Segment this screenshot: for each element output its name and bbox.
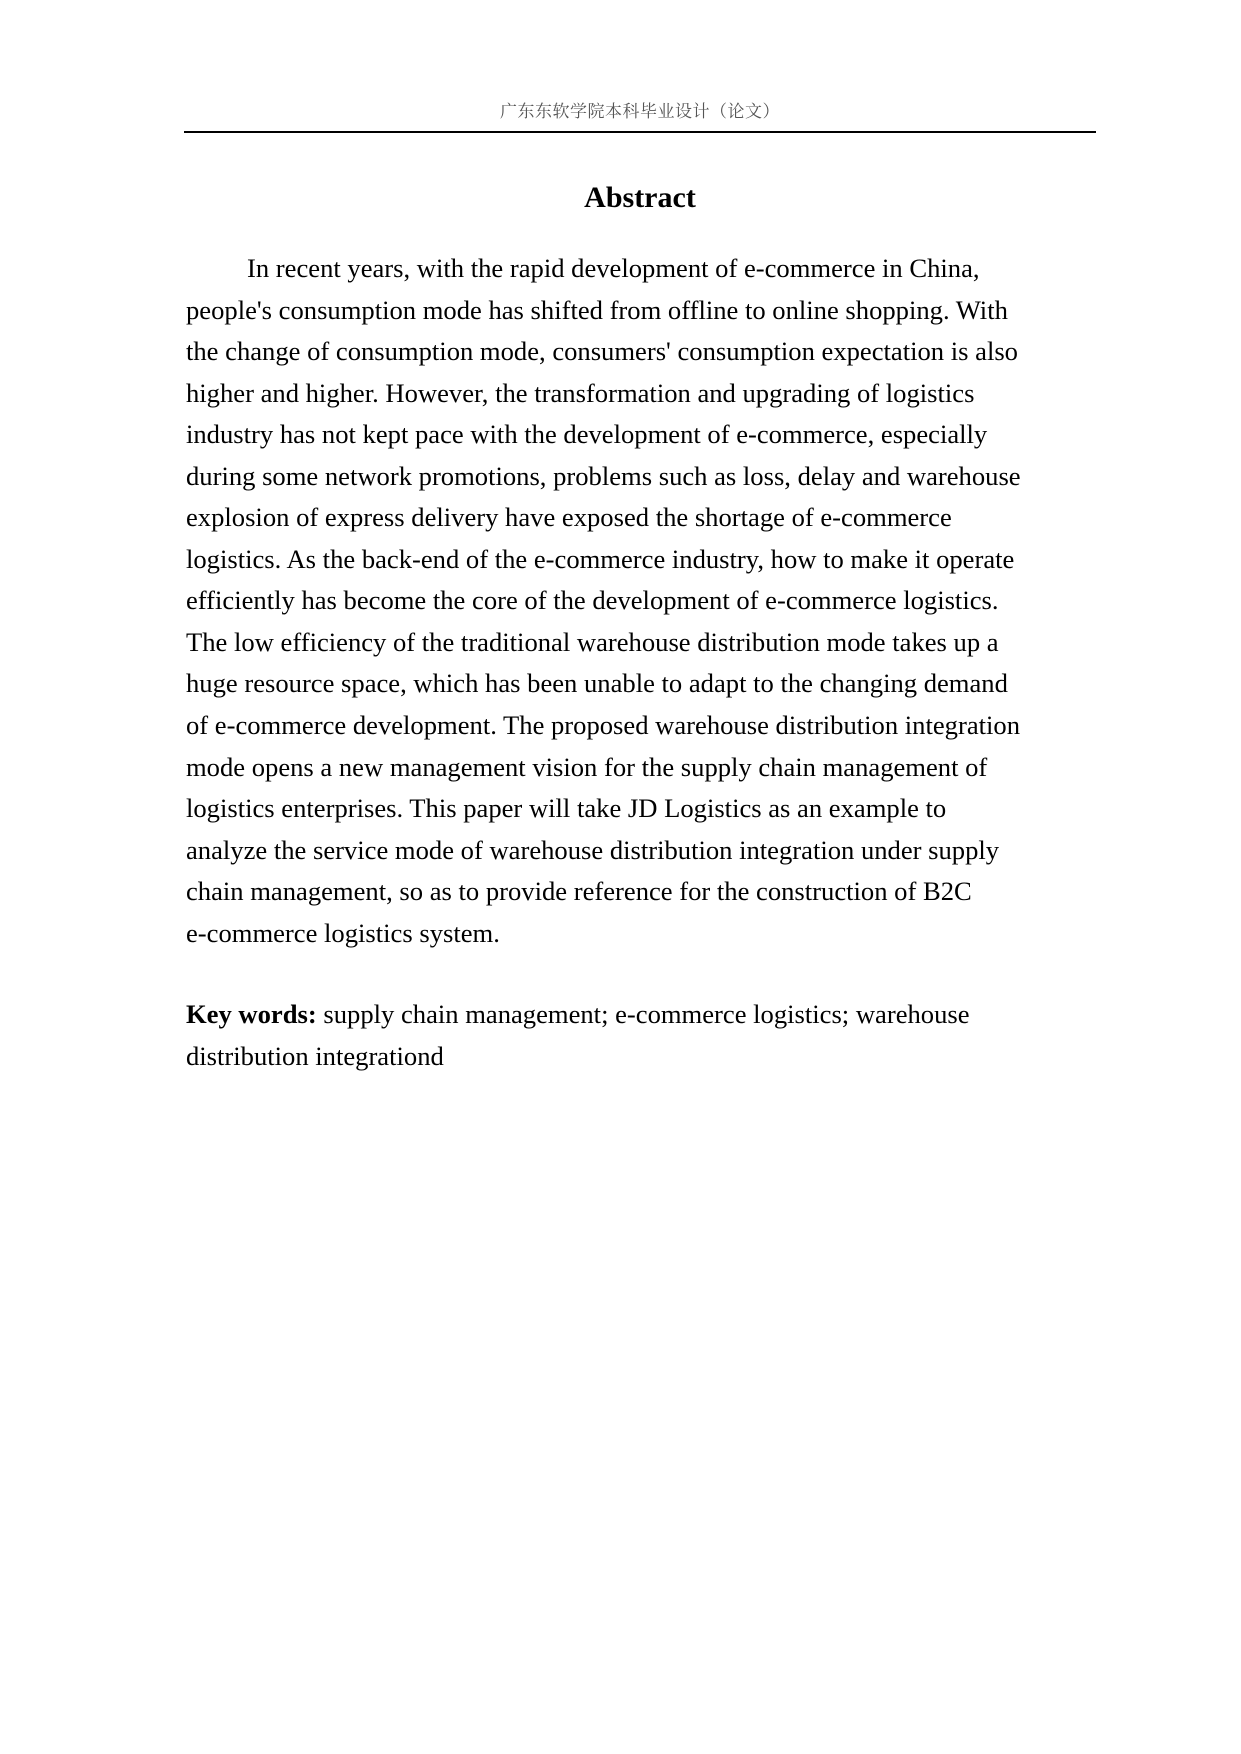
- abstract-line: during some network promotions, problems such as loss, delay and warehouse: [186, 460, 1021, 491]
- abstract-line: efficiently has become the core of the development of e-commerce logistics.: [186, 585, 999, 616]
- keywords-line: [186, 994, 1106, 1036]
- abstract-line: analyze the service mode of warehouse distribution integration under supply: [186, 834, 1000, 865]
- abstract-line: e-commerce logistics system.: [186, 917, 500, 948]
- keywords-line-2: distribution integrationd: [186, 1040, 444, 1071]
- abstract-line: people's consumption mode has shifted from offline to online shopping. With: [186, 294, 1008, 325]
- abstract-line: of e-commerce development. The proposed warehouse distribution integration: [186, 710, 1021, 741]
- abstract-line: In recent years, with the rapid development of e-commerce in China,: [247, 253, 980, 283]
- abstract-line: mode opens a new management vision for the supply chain management of: [186, 751, 988, 782]
- keywords-text: supply chain management; e-commerce logistics; warehouse: [316, 999, 970, 1029]
- keywords-section: [186, 994, 1106, 1077]
- abstract-line: logistics enterprises. This paper will take JD Logistics as an example to: [186, 793, 947, 824]
- abstract-line: The low efficiency of the traditional warehouse distribution mode takes up a: [186, 626, 999, 657]
- abstract-line: huge resource space, which has been unable to adapt to the changing demand: [186, 668, 1008, 699]
- abstract-line: chain management, so as to provide reference for the construction of B2C: [186, 876, 972, 907]
- keywords-label: Key words:: [186, 999, 317, 1029]
- abstract-line: logistics. As the back-end of the e-commerce industry, how to make it operate: [186, 543, 1015, 574]
- abstract-line: industry has not kept pace with the development of e-commerce, especially: [186, 419, 988, 450]
- abstract-title: Abstract: [584, 181, 696, 214]
- abstract-line: explosion of express delivery have exposed the shortage of e-commerce: [186, 502, 952, 533]
- abstract-line: higher and higher. However, the transformation and upgrading of logistics: [186, 377, 975, 408]
- header-rule: [184, 131, 1096, 133]
- abstract-line: the change of consumption mode, consumers' consumption expectation is also: [186, 336, 1018, 367]
- abstract-body: [186, 248, 1106, 954]
- running-header: 广东东软学院本科毕业设计（论文）: [500, 102, 780, 122]
